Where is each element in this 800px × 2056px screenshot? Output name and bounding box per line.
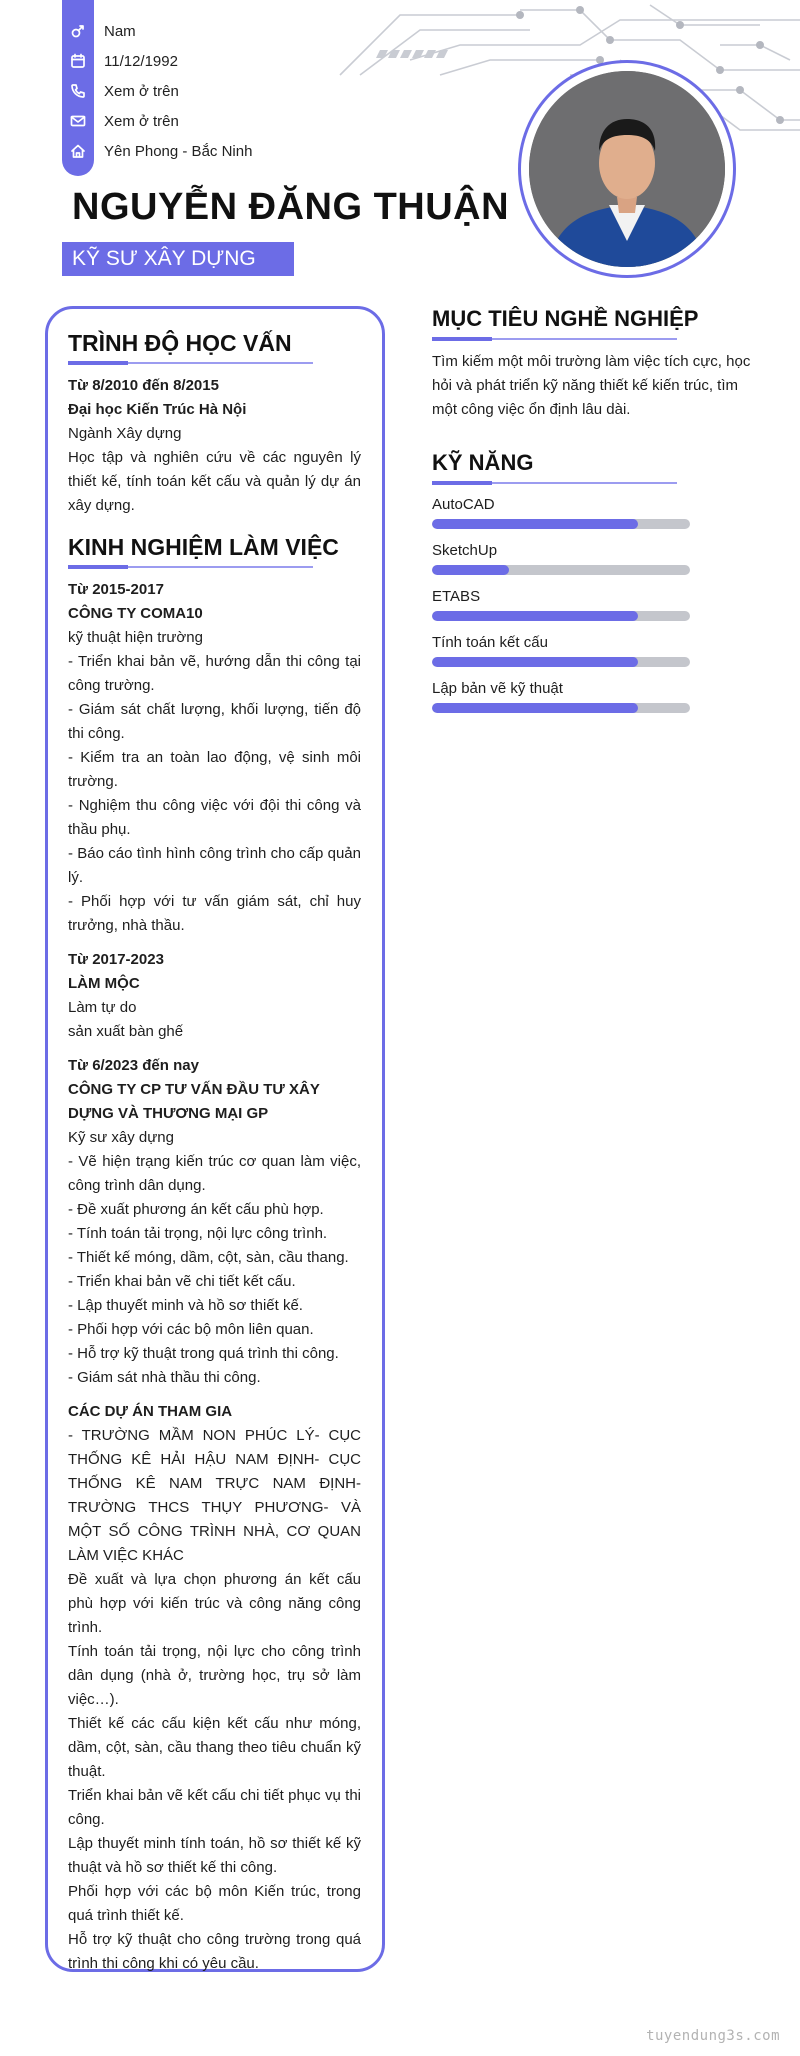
profile-photo-frame <box>518 60 736 278</box>
skill-bar-fill <box>432 519 638 529</box>
contact-phone <box>62 76 422 106</box>
skill-bar-track <box>432 611 690 621</box>
project-line: Thiết kế các cấu kiện kết cấu như móng, dầm, cột, sàn, cầu thang theo tiêu chuẩn kỹ thuật. <box>68 1715 361 1780</box>
skill-item <box>432 540 752 575</box>
skill-bar-track <box>432 703 690 713</box>
job-duty: - Vẽ hiện trạng kiến trúc cơ quan làm việc, công trình dân dụng. <box>68 1153 361 1194</box>
education-period: Từ 8/2010 đến 8/2015 <box>68 377 219 394</box>
job-duty: - Triển khai bản vẽ chi tiết kết cấu. <box>68 1273 296 1290</box>
projects-title: CÁC DỰ ÁN THAM GIA <box>68 1403 233 1420</box>
skill-bar-fill <box>432 657 638 667</box>
skill-bar-fill <box>432 611 638 621</box>
skill-bar-fill <box>432 565 509 575</box>
experience-section <box>68 532 361 1976</box>
phone-icon <box>62 83 94 99</box>
watermark: tuyendung3s.com <box>646 2028 780 2044</box>
skills-list <box>432 494 752 713</box>
job-role: Kỹ sư xây dựng <box>68 1129 174 1146</box>
education-school: Đại học Kiến Trúc Hà Nội <box>68 401 247 418</box>
skill-bar-fill <box>432 703 638 713</box>
job-company: CÔNG TY CP TƯ VẤN ĐẦU TƯ XÂY DỰNG VÀ THƯƠNG MẠI GP <box>68 1081 320 1122</box>
candidate-name: NGUYỄN ĐĂNG THUẬN <box>72 186 510 228</box>
experience-title: KINH NGHIỆM LÀM VIỆC <box>68 534 339 560</box>
contact-gender <box>62 16 422 46</box>
skill-bar-track <box>432 519 690 529</box>
job-entry <box>68 1054 361 1390</box>
project-line: Phối hợp với các bộ môn Kiến trúc, trong quá trình thiết kế. <box>68 1883 361 1924</box>
contact-email <box>62 106 422 136</box>
job-duty: - Báo cáo tình hình công trình cho cấp quản lý. <box>68 845 361 886</box>
skill-name: SketchUp <box>432 542 498 559</box>
objective-title: MỤC TIÊU NGHỀ NGHIỆP <box>432 306 699 331</box>
job-duty: - Lập thuyết minh và hồ sơ thiết kế. <box>68 1297 303 1314</box>
gender-icon <box>62 23 94 39</box>
section-underline <box>432 482 677 484</box>
section-underline <box>432 338 677 340</box>
section-underline <box>68 362 313 364</box>
skill-item <box>432 678 752 713</box>
profile-photo <box>529 71 725 267</box>
project-line: Triển khai bản vẽ kết cấu chi tiết phục vụ thi công. <box>68 1787 361 1828</box>
projects-block <box>68 1400 361 1976</box>
job-title-banner: KỸ SƯ XÂY DỰNG <box>62 242 294 276</box>
skill-name: AutoCAD <box>432 496 495 513</box>
left-column <box>68 328 361 1986</box>
job-duty: - Thiết kế móng, dầm, cột, sàn, cầu thang. <box>68 1249 349 1266</box>
skills-title: KỸ NĂNG <box>432 450 534 475</box>
home-icon <box>62 143 94 159</box>
project-line: Lập thuyết minh tính toán, hồ sơ thiết kế kỹ thuật và hồ sơ thiết kế thi công. <box>68 1835 361 1876</box>
gender-value: Nam <box>104 22 136 40</box>
project-line: Tính toán tải trọng, nội lực cho công trình dân dụng (nhà ở, trường học, trụ sở làm việc…). <box>68 1643 361 1708</box>
job-duty: - Giám sát chất lượng, khối lượng, tiến độ thi công. <box>68 701 361 742</box>
job-role: kỹ thuật hiện trường <box>68 629 203 646</box>
education-title: TRÌNH ĐỘ HỌC VẤN <box>68 330 292 356</box>
skill-item <box>432 494 752 529</box>
skill-name: Lập bản vẽ kỹ thuật <box>432 680 563 697</box>
objective-section <box>432 304 752 422</box>
contact-dob <box>62 46 422 76</box>
job-period: Từ 2015-2017 <box>68 581 164 598</box>
job-duty: - Tính toán tải trọng, nội lực công trình. <box>68 1225 328 1242</box>
skill-bar-track <box>432 565 690 575</box>
skill-item <box>432 632 752 667</box>
skill-item <box>432 586 752 621</box>
objective-text: Tìm kiếm một môi trường làm việc tích cực, học hỏi và phát triển kỹ năng thiết kế kiến trúc, tìm một công việc ổn định lâu dài. <box>432 353 751 418</box>
job-period: Từ 2017-2023 <box>68 951 164 968</box>
contact-address <box>62 136 422 166</box>
job-role: Làm tự do <box>68 999 137 1016</box>
job-entry <box>68 578 361 938</box>
job-period: Từ 6/2023 đến nay <box>68 1057 199 1074</box>
job-duty: - Hỗ trợ kỹ thuật trong quá trình thi công. <box>68 1345 339 1362</box>
phone-value: Xem ở trên <box>104 82 179 100</box>
dob-value: 11/12/1992 <box>104 52 178 70</box>
job-duty: - Phối hợp với tư vấn giám sát, chỉ huy trưởng, nhà thầu. <box>68 893 361 934</box>
mail-icon <box>62 113 94 129</box>
job-duty: - Triển khai bản vẽ, hướng dẫn thi công tại công trường. <box>68 653 361 694</box>
project-line: Đề xuất và lựa chọn phương án kết cấu phù hợp với kiến trúc và công năng công trình. <box>68 1571 361 1636</box>
project-line: - TRƯỜNG MẦM NON PHÚC LÝ- CỤC THỐNG KÊ HẢI HẬU NAM ĐỊNH- CỤC THỐNG KÊ NAM TRỰC NAM ĐỊNH- TRƯỜNG THCS THỤY PHƯƠNG- VÀ MỘT SỐ CÔNG TRÌNH NHÀ, CƠ QUAN LÀM VIỆC KHÁC <box>68 1427 361 1564</box>
email-value: Xem ở trên <box>104 112 179 130</box>
job-duty: sản xuất bàn ghế <box>68 1023 184 1040</box>
right-column <box>432 304 752 724</box>
project-line: Hỗ trợ kỹ thuật cho công trường trong quá trình thi công khi có yêu cầu. <box>68 1931 361 1972</box>
skill-name: ETABS <box>432 588 481 605</box>
job-duty: - Phối hợp với các bộ môn liên quan. <box>68 1321 314 1338</box>
education-description: Học tập và nghiên cứu về các nguyên lý thiết kế, tính toán kết cấu và quản lý dự án xây dựng. <box>68 449 361 514</box>
skills-section <box>432 448 752 713</box>
job-company: CÔNG TY COMA10 <box>68 605 203 622</box>
education-major: Ngành Xây dựng <box>68 425 182 442</box>
address-value: Yên Phong - Bắc Ninh <box>104 142 253 160</box>
education-section <box>68 328 361 518</box>
section-underline <box>68 566 313 568</box>
job-entry <box>68 948 361 1044</box>
job-duty: - Đề xuất phương án kết cấu phù hợp. <box>68 1201 324 1218</box>
skill-name: Tính toán kết cấu <box>432 634 548 651</box>
job-duty: - Nghiệm thu công việc với đội thi công và thầu phụ. <box>68 797 361 838</box>
skill-bar-track <box>432 657 690 667</box>
job-duty: - Giám sát nhà thầu thi công. <box>68 1369 261 1386</box>
calendar-icon <box>62 53 94 69</box>
job-company: LÀM MỘC <box>68 975 140 992</box>
job-duty: - Kiểm tra an toàn lao động, vệ sinh môi trường. <box>68 749 361 790</box>
